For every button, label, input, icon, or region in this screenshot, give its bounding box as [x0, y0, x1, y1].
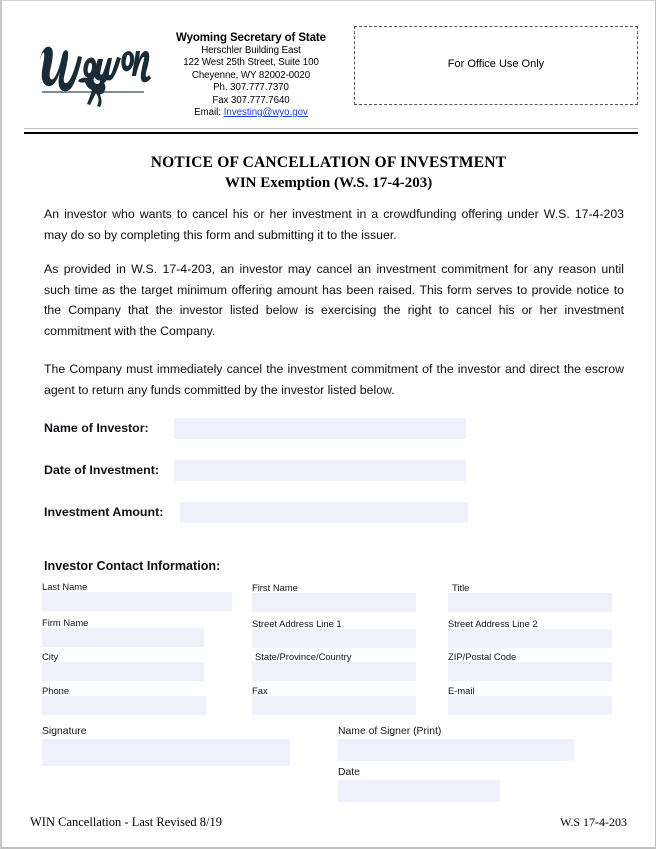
- state-province-country-input[interactable]: [252, 662, 416, 681]
- header-rule-thick: [24, 132, 638, 134]
- investment-amount-input[interactable]: [180, 502, 468, 523]
- city-input[interactable]: [42, 662, 204, 681]
- document-header: [2, 1, 655, 123]
- agency-address-line-3: Cheyenne, WY 82002-0020: [191, 69, 311, 81]
- email-link[interactable]: Investing@wyo.gov: [223, 107, 308, 119]
- fax-input[interactable]: [252, 696, 416, 715]
- for-office-use-box: [354, 26, 638, 105]
- last-name-label: Last Name: [42, 581, 88, 592]
- name-of-investor-input[interactable]: [174, 418, 466, 439]
- agency-name: Wyoming Secretary of State: [176, 32, 326, 44]
- agency-email-line: [157, 107, 345, 119]
- email-label: Email:: [194, 107, 222, 119]
- header-rule-thin: [24, 128, 638, 129]
- agency-info: [157, 31, 345, 119]
- investment-amount-label: Investment Amount:: [44, 505, 164, 519]
- paragraph-2: As provided in W.S. 17-4-203, an investor may cancel an investment commitment for any reason until such time as the target minimum offering amount has been raised. This form serves to provide notice to the Company that the investor listed below is exercising the right to cancel his or her investment commitment with the Company.: [44, 262, 624, 338]
- name-of-investor-label: Name of Investor:: [44, 421, 149, 435]
- phone-input[interactable]: [42, 696, 206, 715]
- email-input[interactable]: [448, 696, 612, 715]
- date-of-investment-input[interactable]: [174, 460, 466, 481]
- date-label: Date: [338, 767, 360, 778]
- fax-label: Fax: [252, 685, 268, 696]
- zip-postal-code-input[interactable]: [448, 662, 612, 681]
- wyoming-logo: [32, 29, 157, 111]
- first-name-label: First Name: [252, 582, 298, 593]
- signature-label: Signature: [42, 726, 87, 737]
- title-input[interactable]: [448, 593, 612, 612]
- email-label-field: E-mail: [448, 685, 475, 696]
- date-of-investment-label: Date of Investment:: [44, 463, 159, 477]
- agency-address-line-1: Herschler Building East: [201, 45, 301, 56]
- title-line-1: NOTICE OF CANCELLATION OF INVESTMENT: [150, 154, 507, 171]
- investor-contact-heading: Investor Contact Information:: [44, 559, 221, 573]
- firm-name-input[interactable]: [42, 628, 204, 647]
- footer-right: W.S 17-4-203: [560, 815, 627, 829]
- last-name-input[interactable]: [42, 592, 232, 611]
- date-input[interactable]: [338, 780, 500, 802]
- paragraph-3: The Company must immediately cancel the investment commitment of the investor and direct the escrow agent to return any funds committed by the investor listed below.: [44, 362, 624, 397]
- street-address-line-2-input[interactable]: [448, 629, 612, 648]
- name-of-signer-label: Name of Signer (Print): [338, 726, 442, 737]
- title-line-2: WIN Exemption (W.S. 17-4-203): [224, 175, 433, 191]
- zip-postal-code-label: ZIP/Postal Code: [448, 651, 517, 662]
- firm-name-label: Firm Name: [42, 617, 89, 628]
- first-name-input[interactable]: [252, 593, 416, 612]
- name-of-signer-input[interactable]: [338, 739, 574, 761]
- document-title: [2, 153, 655, 193]
- paragraph-1: An investor who wants to cancel his or her investment in a crowdfunding offering under W.S. 17-4-203 may do so by completing this form and submitting it to the issuer.: [44, 207, 624, 242]
- for-office-use-label: For Office Use Only: [447, 58, 545, 70]
- agency-fax: Fax 307.777.7640: [212, 94, 290, 106]
- signature-input[interactable]: [42, 739, 290, 766]
- street-address-line-2-label: Street Address Line 2: [448, 618, 538, 629]
- title-label: Title: [452, 582, 470, 593]
- agency-phone: Ph. 307.777.7370: [213, 82, 289, 94]
- agency-address-line-2: 122 West 25th Street, Suite 100: [183, 57, 319, 69]
- state-province-country-label: State/Province/Country: [255, 651, 352, 662]
- footer-left: WIN Cancellation - Last Revised 8/19: [30, 815, 222, 829]
- street-address-line-1-label: Street Address Line 1: [252, 618, 342, 629]
- street-address-line-1-input[interactable]: [252, 629, 416, 648]
- city-label: City: [42, 651, 59, 662]
- phone-label: Phone: [42, 685, 70, 696]
